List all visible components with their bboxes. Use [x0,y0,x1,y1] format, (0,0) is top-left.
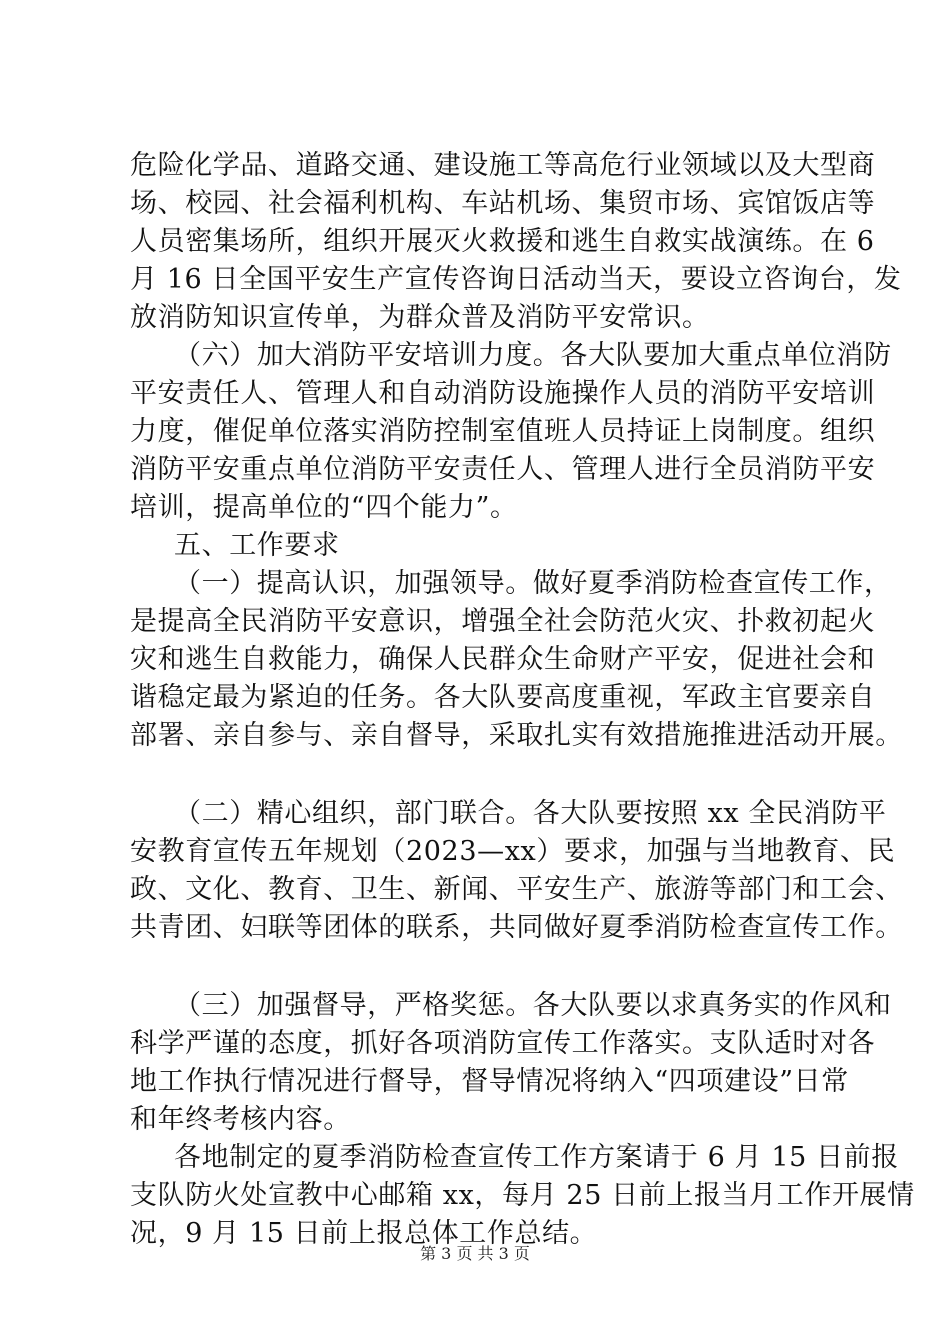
text-line: 人员密集场所，组织开展灭火救援和逃生自救实战演练。在 6 [130,226,875,257]
text-line: 共青团、妇联等团体的联系，共同做好夏季消防检查宣传工作。 [130,912,903,943]
paragraph-gap [130,755,830,795]
text-line: 放消防知识宣传单，为群众普及消防平安常识。 [130,302,710,333]
text-line: 场、校园、社会福利机构、车站机场、集贸市场、宾馆饭店等 [130,188,876,219]
text-line: 科学严谨的态度，抓好各项消防宣传工作落实。支队适时对各 [130,1028,876,1059]
text-line: 各地制定的夏季消防检查宣传工作方案请于 6 月 15 日前报 [174,1142,899,1173]
text-line: 培训，提高单位的“四个能力”。 [130,492,518,523]
text-line: 支队防火处宣教中心邮箱 xx，每月 25 日前上报当月工作开展情 [130,1180,915,1211]
text-line: 部署、亲自参与、亲自督导，采取扎实有效措施推进活动开展。 [130,720,903,751]
text-line: 政、文化、教育、卫生、新闻、平安生产、旅游等部门和工会、 [130,874,903,905]
text-line: 灾和逃生自救能力，确保人民群众生命财产平安，促进社会和 [130,644,876,675]
text-line: （六）加大消防平安培训力度。各大队要加大重点单位消防 [174,340,892,371]
text-line: （一）提高认识，加强领导。做好夏季消防检查宣传工作， [174,568,892,599]
text-line: 安教育宣传五年规划（2023—xx）要求，加强与当地教育、民 [130,836,896,867]
text-line: 力度，催促单位落实消防控制室值班人员持证上岗制度。组织 [130,416,876,447]
text-line: 月 16 日全国平安生产宣传咨询日活动当天，要设立咨询台，发 [130,264,902,295]
text-line: 平安责任人、管理人和自动消防设施操作人员的消防平安培训 [130,378,876,409]
text-line: （二）精心组织，部门联合。各大队要按照 xx 全民消防平 [174,798,887,829]
text-line: 消防平安重点单位消防平安责任人、管理人进行全员消防平安 [130,454,876,485]
text-line: 谐稳定最为紧迫的任务。各大队要高度重视，军政主官要亲自 [130,682,876,713]
page-number-label: 第 3 页 共 3 页 [420,1244,530,1263]
text-line: 况，9 月 15 日前上报总体工作总结。 [130,1218,598,1249]
page-footer [0,1244,950,1264]
paragraph-gap [130,947,830,987]
section-heading: 五、工作要求 [174,530,340,561]
text-line: 危险化学品、道路交通、建设施工等高危行业领域以及大型商 [130,150,876,181]
document-body [130,147,915,1253]
text-line: （三）加强督导，严格奖惩。各大队要以求真务实的作风和 [174,990,892,1021]
text-line: 是提高全民消防平安意识，增强全社会防范火灾、扑救初起火 [130,606,876,637]
text-line: 地工作执行情况进行督导，督导情况将纳入“四项建设”日常 [130,1066,849,1097]
text-line: 和年终考核内容。 [130,1104,351,1135]
